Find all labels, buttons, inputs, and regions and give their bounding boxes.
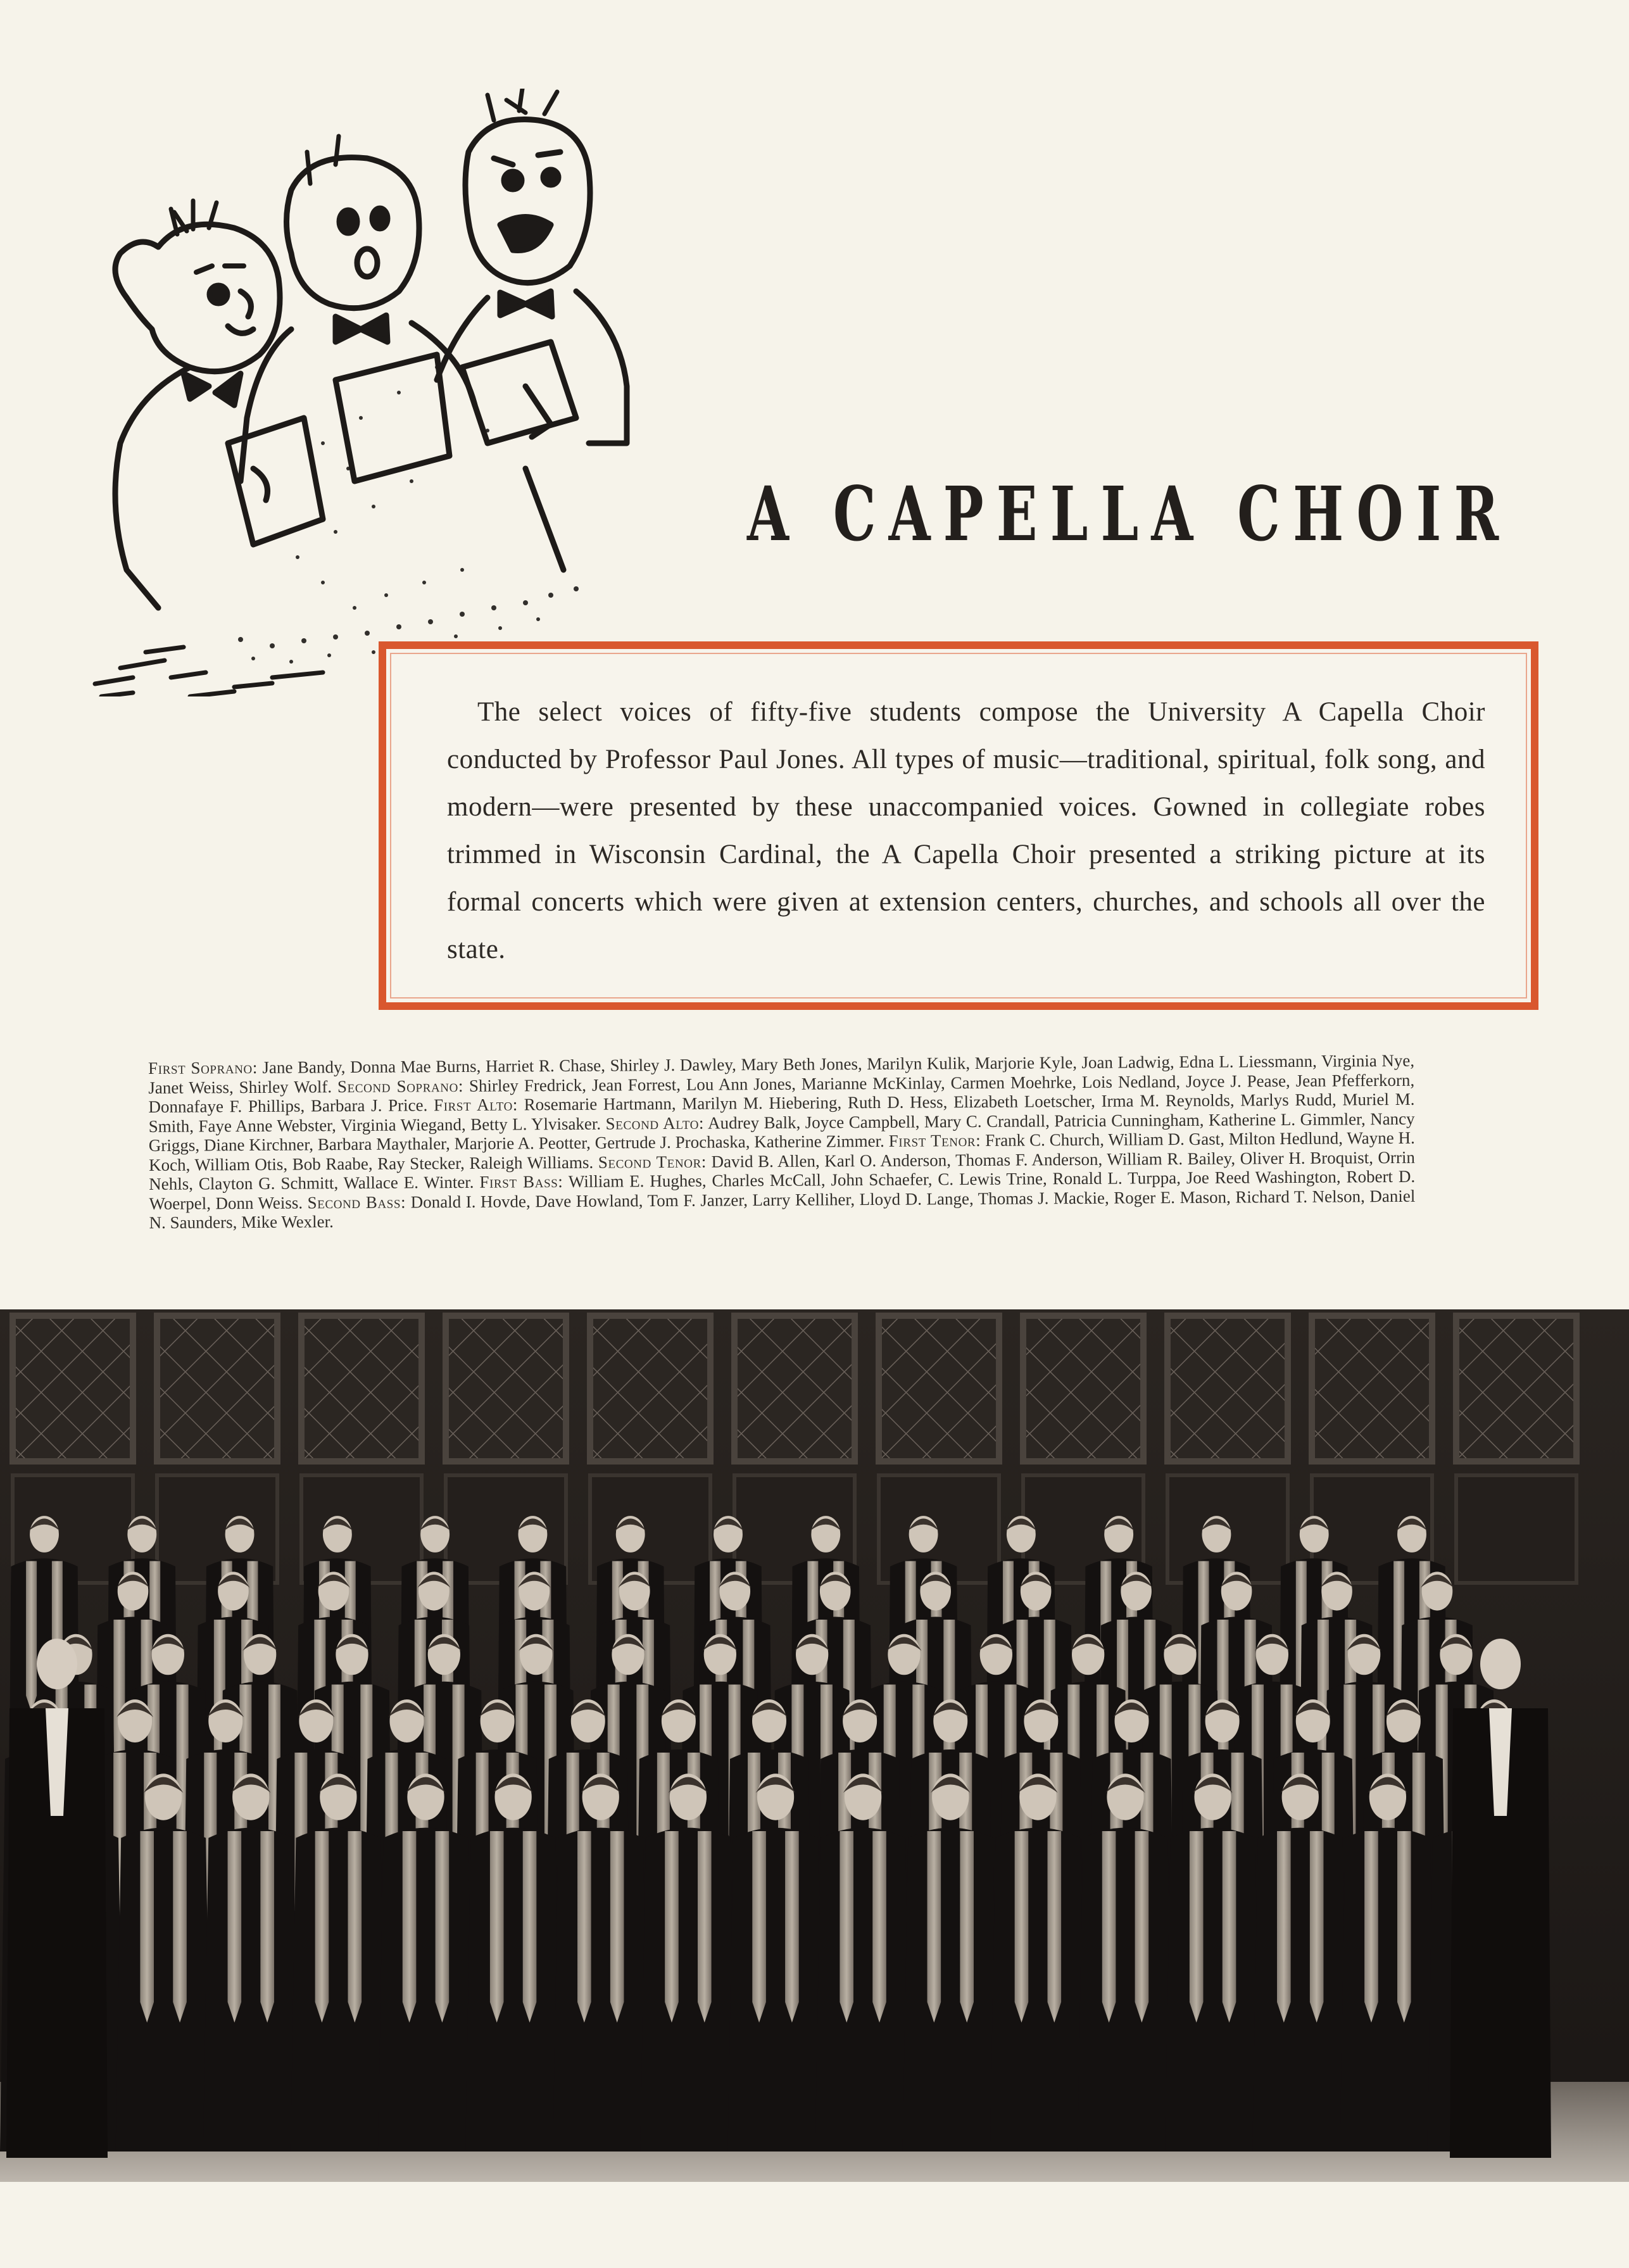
section-label-second-tenor: Second Tenor:: [598, 1152, 707, 1172]
section-label-second-soprano: Second Soprano:: [337, 1076, 464, 1096]
choir-director: [6, 1639, 108, 2158]
page-title: A CAPELLA CHOIR: [747, 470, 1512, 558]
section-names-second-tenor: David B. Allen, Karl O. Anderson, Thomas F. Anderson, William R. Bailey, Oliver H. Broquist, Orrin Nehls, Clayton G. Schmitt, Wallace E. Winter.: [149, 1147, 1416, 1194]
description-box: [379, 641, 1538, 1010]
section-names-first-soprano: Jane Bandy, Donna Mae Burns, Harriet R. Chase, Shirley J. Dawley, Mary Beth Jones, Marilyn Kulik, Marjorie Kyle, Joan Ladwig, Edna L. Liessmann, Virginia Nye, Janet Weiss, Shirley Wolf.: [148, 1050, 1415, 1097]
section-names-second-soprano: Shirley Fredrick, Jean Forrest, Lou Ann Jones, Marianne McKinlay, Carmen Moehrke, Lois Nedland, Joyce J. Pease, Jean Pfefferkorn, Donnafaye F. Phillips, Barbara J. Price.: [148, 1070, 1415, 1116]
window-panel: [590, 1316, 710, 1461]
section-label-second-alto: Second Alto:: [605, 1113, 705, 1133]
window-panel: [446, 1316, 566, 1461]
window-panel: [13, 1316, 133, 1461]
window-panel: [157, 1316, 277, 1461]
choir-group-photo: [0, 1309, 1629, 2182]
section-label-first-soprano: First Soprano:: [148, 1057, 258, 1078]
section-names-first-alto: Rosemarie Hartmann, Marilyn M. Hiebering, Ruth D. Hess, Elizabeth Loetscher, Irma M. Reynolds, Marlys Rudd, Muriel M. Smith, Faye Anne Webster, Virginia Wiegand, Betty L. Ylvisaker.: [148, 1089, 1415, 1136]
section-label-first-bass: First Bass:: [479, 1171, 563, 1192]
window-panel: [1456, 1316, 1576, 1461]
window-panel: [1023, 1316, 1143, 1461]
window-panel: [879, 1316, 999, 1461]
choir-director: [1450, 1639, 1551, 2158]
member-list: [148, 1051, 1416, 1233]
description-text: The select voices of fifty-five students compose the University A Capella Choir conducted by Professor Paul Jones. All types of music—traditional, spiritual, folk song, and modern—were presented by these unaccompanied voices. Gowned in collegiate robes trimmed in Wisconsin Cardinal, the A Capella Choir presented a striking picture at its formal concerts which were given at extension centers, churches, and schools all over the state.: [447, 697, 1485, 964]
window-panel: [1167, 1316, 1288, 1461]
section-names-second-alto: Audrey Balk, Joyce Campbell, Mary C. Crandall, Patricia Cunningham, Katherine L. Gimmler, Nancy Griggs, Diane Kirchner, Barbara Maythaler, Marjorie A. Peotter, Gertrude J. Prochaska, Katherine Zimmer.: [148, 1109, 1415, 1155]
window-panel: [301, 1316, 422, 1461]
section-label-first-tenor: First Tenor:: [888, 1130, 981, 1150]
section-label-first-alto: First Alto:: [433, 1095, 519, 1115]
window-panel: [734, 1316, 855, 1461]
section-names-first-tenor: Frank C. Church, William D. Gast, Milton Hedlund, Wayne H. Koch, William Otis, Bob Raabe, Ray Stecker, Raleigh Williams.: [148, 1128, 1415, 1175]
section-label-second-bass: Second Bass:: [307, 1192, 406, 1212]
singers-cartoon-illustration: [82, 89, 639, 696]
section-names-second-bass: Donald I. Hovde, Dave Howland, Tom F. Janzer, Larry Kelliher, Lloyd D. Lange, Thomas J. Mackie, Roger E. Mason, Richard T. Nelson, Daniel N. Saunders, Mike Wexler.: [149, 1186, 1416, 1232]
section-names-first-bass: William E. Hughes, Charles McCall, John Schaefer, C. Lewis Trine, Ronald L. Turppa, Joe Reed Washington, Robert D. Woerpel, Donn Weiss.: [149, 1166, 1416, 1213]
window-panel: [1312, 1316, 1432, 1461]
